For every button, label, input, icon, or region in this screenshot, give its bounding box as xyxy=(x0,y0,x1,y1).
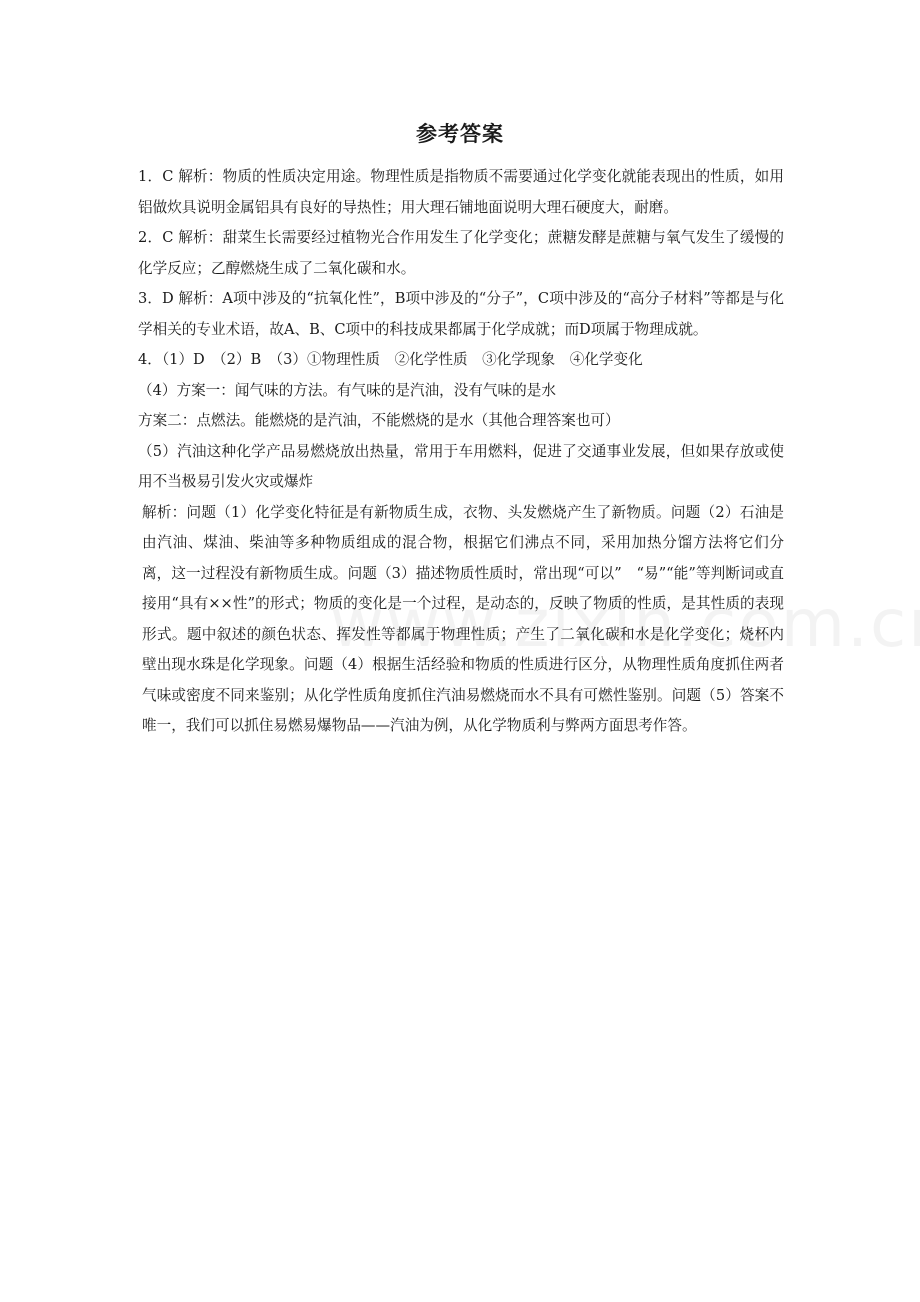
answer-4-plan-one: （4）方案一：闻气味的方法。有气味的是汽油，没有气味的是水 xyxy=(138,381,556,399)
answer-4-explanation: 解析：问题（1）化学变化特征是有新物质生成，衣物、头发燃烧产生了新物质。问题（2）石油是由汽油、煤油、柴油等多种物质组成的混合物，根据它们沸点不同，采用加热分馏方法将它们分离，这一过程没有新物质生成。问题（3）描述物质性质时，常出现“可以” “易”“能”等判断词或直接用“具有××性”的形式；物质的变化是一个过程，是动态的，反映了物质的性质，是其性质的表现形式。题中叙述的颜色状态、挥发性等都属于物理性质；产生了二氧化碳和水是化学变化；烧杯内壁出现水珠是化学现象。问题（4）根据生活经验和物质的性质进行区分，从物理性质角度抓住两者气味或密度不同来鉴别；从化学性质角度抓住汽油易燃烧而水不具有可燃性鉴别。问题（5）答案不唯一，我们可以抓住易燃易爆物品——汽油为例，从化学物质利与弊两方面思考作答。 xyxy=(142,503,784,734)
answer-4-part-5: （5）汽油这种化学产品易燃烧放出热量，常用于车用燃料，促进了交通事业发展，但如果存放或使用不当极易引发火灾或爆炸 xyxy=(138,442,784,490)
answer-3: 3．D 解析：A项中涉及的“抗氧化性”，B项中涉及的“分子”，C项中涉及的“高分子材料”等都是与化学相关的专业术语，故A、B、C项中的科技成果都属于化学成就；而D项属于物理成就。 xyxy=(138,290,784,338)
answer-1: 1．C 解析：物质的性质决定用途。物理性质是指物质不需要通过化学变化就能表现出的性质，如用铝做炊具说明金属铝具有良好的导热性；用大理石铺地面说明大理石硬度大，耐磨。 xyxy=(138,168,784,216)
answer-4-plan-two: 方案二：点燃法。能燃烧的是汽油，不能燃烧的是水（其他合理答案也可） xyxy=(138,412,620,429)
answer-2: 2．C 解析：甜菜生长需要经过植物光合作用发生了化学变化；蔗糖发酵是蔗糖与氧气发生了缓慢的化学反应；乙醇燃烧生成了二氧化碳和水。 xyxy=(138,229,784,277)
answer-content xyxy=(138,162,784,742)
answer-4-parts: 4．（1）D （2）B （3）①物理性质 ②化学性质 ③化学现象 ④化学变化 xyxy=(138,351,643,368)
page-title: 参考答案 xyxy=(416,122,504,146)
